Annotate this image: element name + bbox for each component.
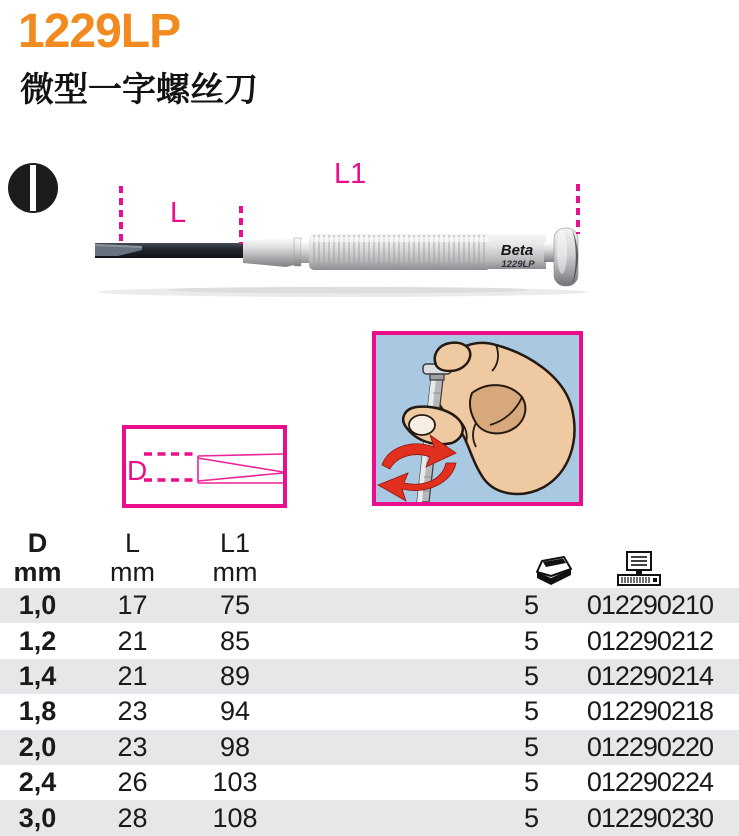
col-l1-label: L1	[219, 528, 251, 558]
dimension-label-l1: L1	[334, 158, 367, 190]
cell-d-mm: 1,8	[18, 696, 57, 727]
dimension-line-l	[239, 206, 243, 244]
table-row	[0, 694, 739, 729]
dimension-label-l: L	[170, 197, 187, 229]
table-row	[0, 765, 739, 800]
package-qty-icon	[534, 553, 574, 587]
col-d-label: D	[27, 528, 48, 558]
cell-l1-mm: 94	[219, 696, 251, 727]
cell-d-mm: 1,2	[18, 625, 57, 656]
flat-blade-icon	[8, 163, 58, 213]
cell-pack-qty: 5	[523, 625, 539, 656]
cell-l1-mm: 108	[212, 802, 258, 833]
cell-l-mm: 26	[117, 767, 148, 798]
cell-pack-qty: 5	[523, 590, 539, 621]
col-l1-unit: mm	[212, 557, 258, 587]
cell-l-mm: 28	[117, 802, 148, 833]
handle-model-text: 1229LP	[501, 259, 535, 270]
table-row	[0, 800, 739, 835]
cell-pack-qty: 5	[523, 802, 539, 833]
usage-illustration	[372, 331, 583, 506]
product-model-title: 1229LP	[18, 5, 181, 58]
cell-pack-qty: 5	[523, 696, 539, 727]
table-row	[0, 730, 739, 765]
cell-d-mm: 2,4	[18, 767, 57, 798]
blade-tip-outline	[198, 454, 283, 483]
cell-d-mm: 2,0	[18, 731, 57, 762]
thumb-nail	[409, 415, 435, 435]
col-l-label: L	[124, 528, 141, 558]
cell-product-code: 012290214	[586, 660, 713, 691]
col-d-unit: mm	[13, 557, 62, 587]
cell-l1-mm: 89	[219, 660, 251, 691]
cell-product-code: 012290224	[586, 767, 713, 798]
cell-product-code: 012290218	[586, 696, 713, 727]
cell-pack-qty: 5	[523, 731, 539, 762]
cell-l-mm: 23	[117, 696, 148, 727]
table-row	[0, 659, 739, 694]
cell-l1-mm: 85	[219, 625, 251, 656]
dimension-line-l1	[576, 184, 580, 234]
cell-l-mm: 21	[117, 625, 148, 656]
cell-l-mm: 17	[117, 590, 148, 621]
cell-pack-qty: 5	[523, 767, 539, 798]
cell-pack-qty: 5	[523, 660, 539, 691]
spec-table	[0, 588, 739, 836]
cell-d-mm: 1,0	[18, 590, 57, 621]
cell-d-mm: 1,4	[18, 660, 57, 691]
rotation-arrow-icon	[378, 435, 456, 501]
cell-product-code: 012290230	[586, 802, 713, 833]
col-l-unit: mm	[110, 557, 155, 587]
cell-l1-mm: 98	[219, 731, 251, 762]
product-code-icon	[616, 551, 662, 587]
table-row	[0, 588, 739, 623]
dimension-line-tip	[119, 186, 123, 244]
cell-product-code: 012290212	[586, 625, 713, 656]
cell-l-mm: 23	[117, 731, 148, 762]
blade-profile-diagram	[122, 425, 287, 508]
profile-label-d: D	[127, 455, 148, 486]
cell-l-mm: 21	[117, 660, 148, 691]
product-name-chinese: 微型一字螺丝刀	[20, 71, 258, 109]
index-finger	[435, 343, 470, 371]
cell-product-code: 012290210	[586, 590, 713, 621]
table-row	[0, 623, 739, 658]
screwdriver-image	[88, 222, 588, 300]
cell-d-mm: 3,0	[18, 802, 57, 833]
cell-product-code: 012290220	[586, 731, 713, 762]
cell-l1-mm: 103	[212, 767, 258, 798]
cell-l1-mm: 75	[219, 590, 251, 621]
handle-brand-text: Beta	[500, 242, 534, 259]
